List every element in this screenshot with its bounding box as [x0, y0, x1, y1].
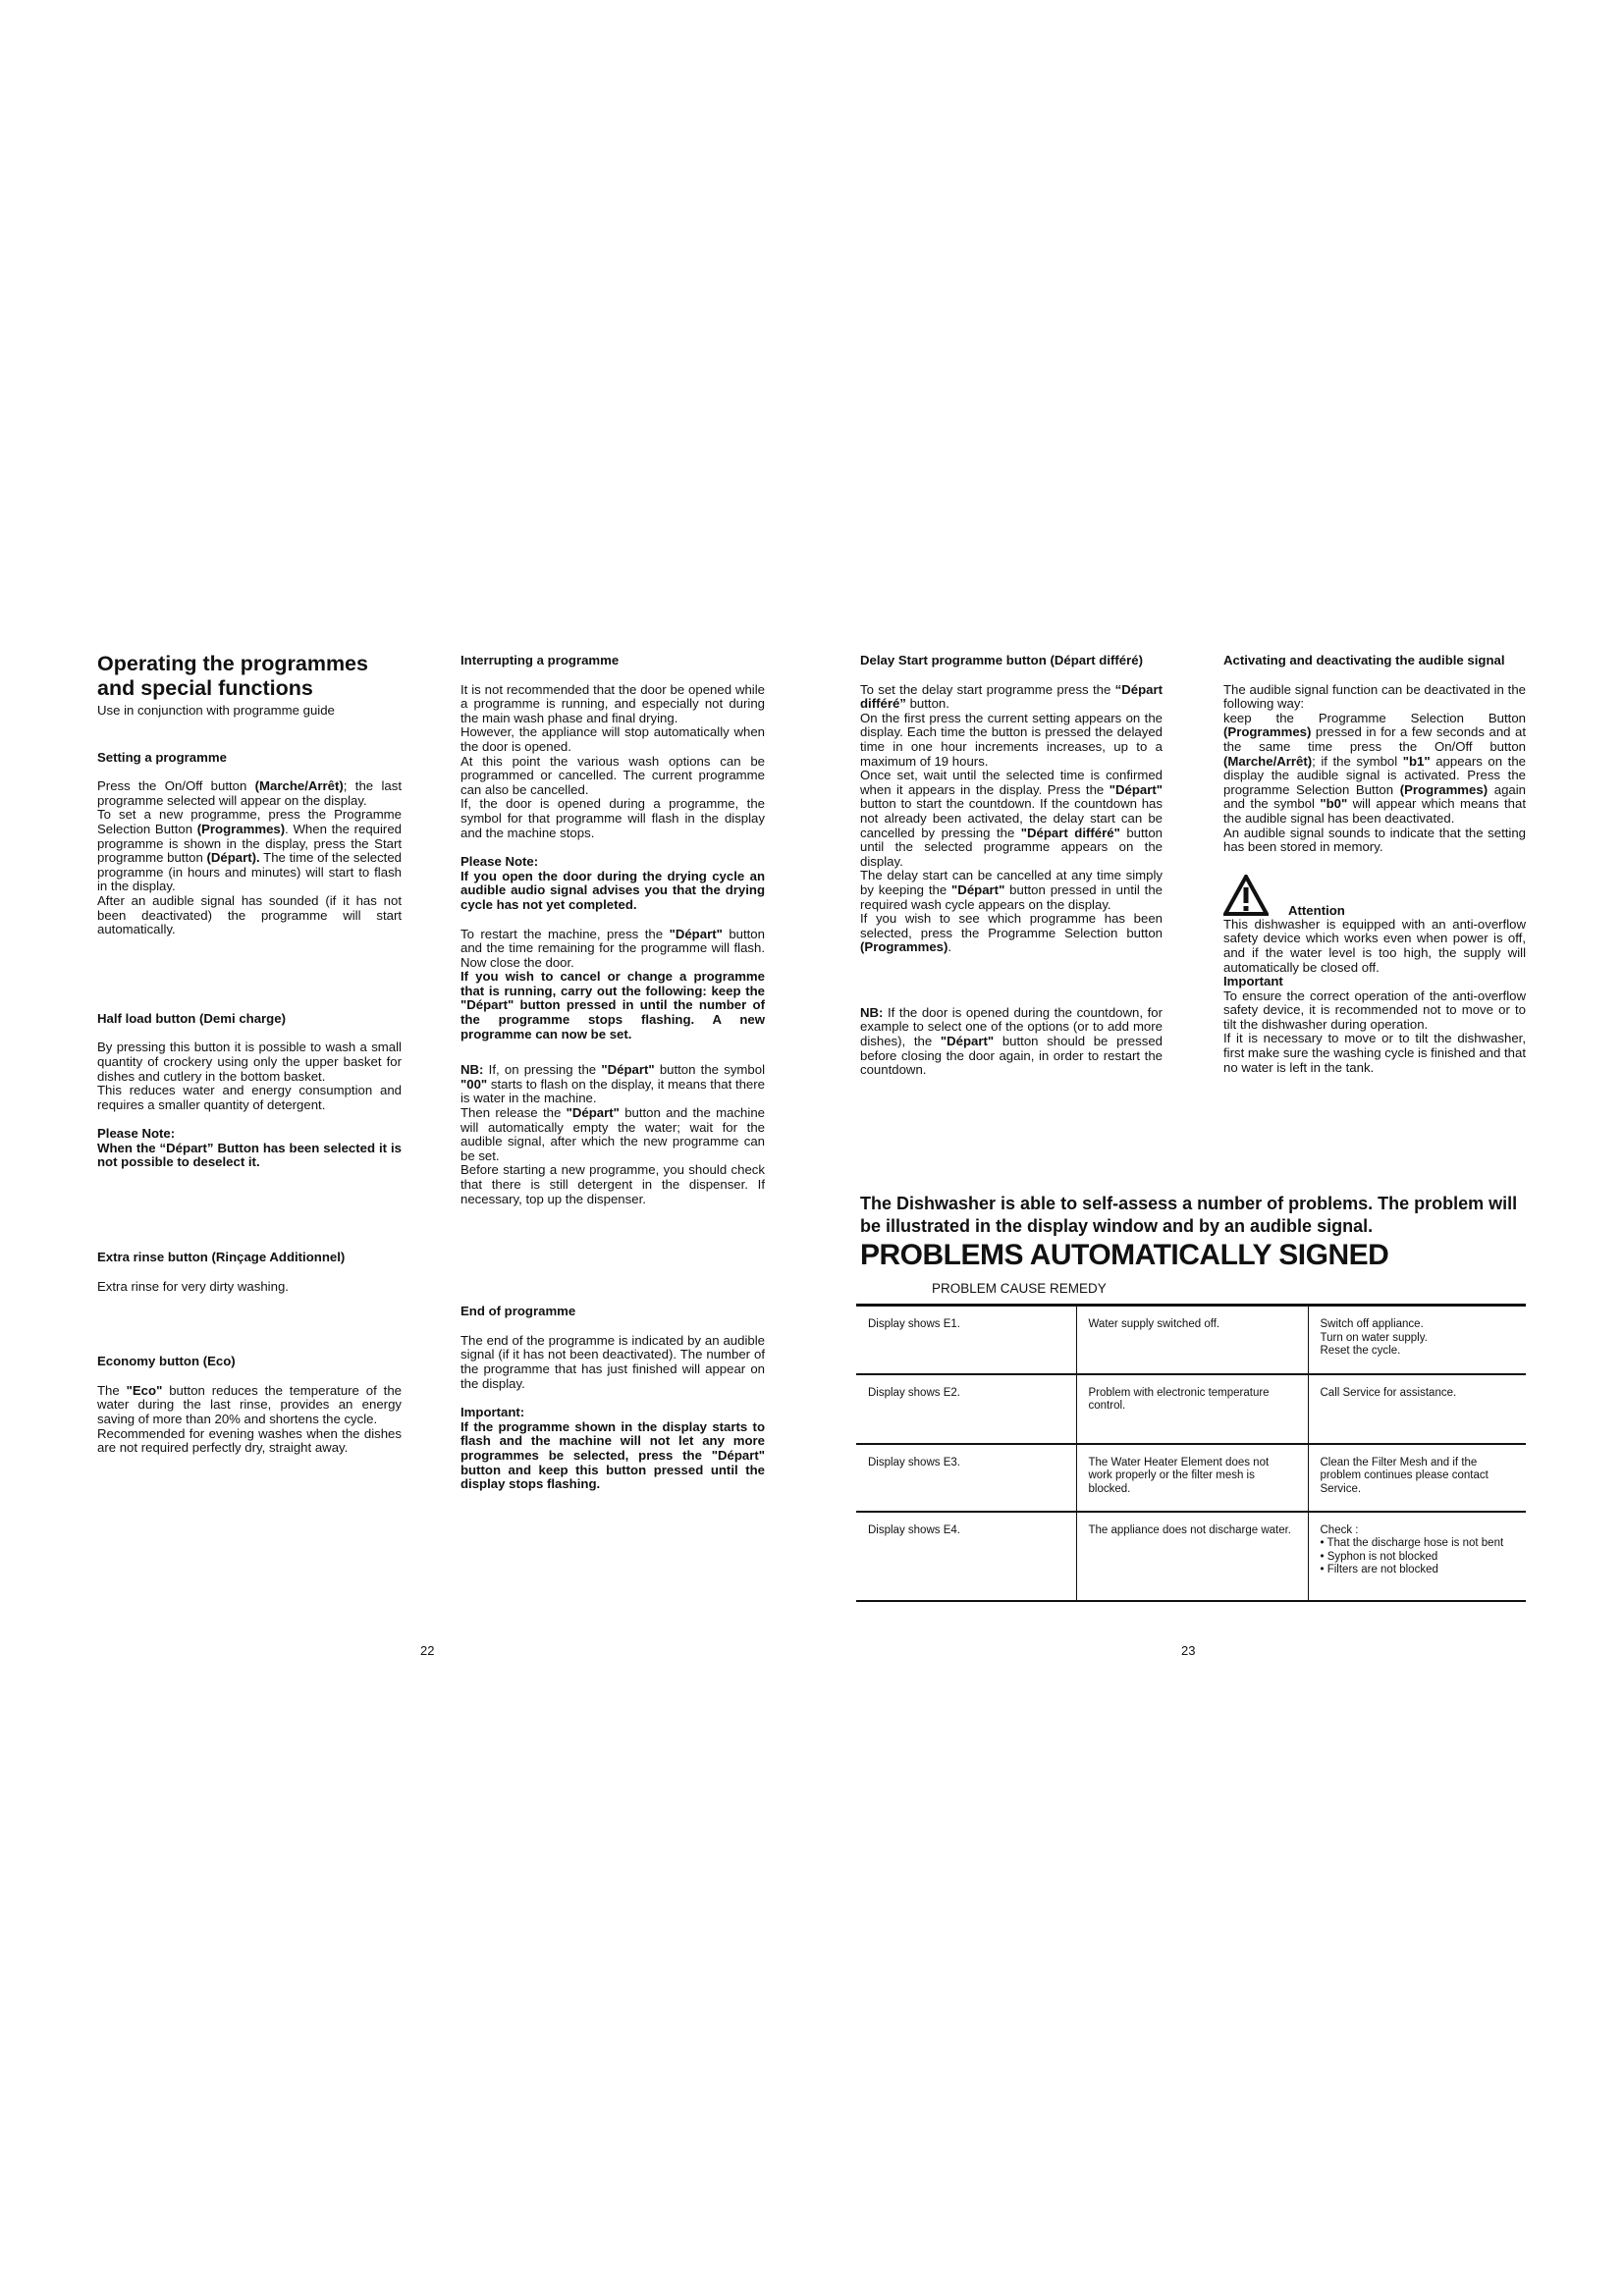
- remedy-cell: [1308, 1374, 1526, 1444]
- cause-cell: The Water Heater Element does not work properly or the filter mesh is blocked.: [1076, 1444, 1308, 1512]
- setting-heading: Setting a programme: [97, 749, 227, 765]
- delay-paragraph-5: If you wish to see which programme has been selected, press the Programme Selection button (Programmes).: [860, 911, 1163, 955]
- delay-heading: Delay Start programme button (Départ différé): [860, 653, 1143, 667]
- setting-paragraph-1: Press the On/Off button (Marche/Arrêt); the last programme selected will appear on the display.: [97, 778, 402, 808]
- attention-paragraph-1: This dishwasher is equipped with an anti-overflow safety device which works even when power is off, and if the water level is too high, the supply will automatically be closed off.: [1223, 916, 1526, 975]
- remedy-line: • Filters are not blocked: [1320, 1564, 1438, 1575]
- table-row: [856, 1512, 1526, 1601]
- interrupting-paragraph-4: If, the door is opened during a programme, the symbol for that programme will flash in the display and the machine stops.: [460, 796, 765, 840]
- table-row: [856, 1374, 1526, 1444]
- cause-cell: Water supply switched off.: [1076, 1306, 1308, 1374]
- interrupting-paragraph-3: At this point the various wash options can be programmed or cancelled. The current programme can also be cancelled.: [460, 753, 765, 797]
- detergent-paragraph: Before starting a new programme, you should check that there is still detergent in the dispenser. If necessary, top up the dispenser.: [460, 1162, 765, 1206]
- problems-title: PROBLEMS AUTOMATICALLY SIGNED: [860, 1239, 1389, 1271]
- remedy-line: Turn on water supply.: [1320, 1331, 1428, 1344]
- table-row: [856, 1444, 1526, 1512]
- delay-paragraph-2: On the first press the current setting appears on the display. Each time the button is pressed the delayed time in one hour increments increases, up to a maximum of 19 hours.: [860, 710, 1163, 769]
- problem-cell: Display shows E4.: [868, 1523, 960, 1536]
- half-load-heading: Half load button (Demi charge): [97, 1010, 286, 1026]
- end-important-text: If the programme shown in the display starts to flash and the machine will not let any more programmes be selected, press the "Départ" button and keep this button pressed until the display stops flashing.: [460, 1418, 765, 1492]
- remedy-line: • That the discharge hose is not bent: [1320, 1537, 1504, 1549]
- attention-paragraph-2: To ensure the correct operation of the anti-overflow safety device, it is recommended not to move or to tilt the dishwasher during operation.: [1223, 988, 1526, 1032]
- page-number-left: 22: [420, 1643, 435, 1658]
- end-important-heading: Important:: [460, 1405, 525, 1420]
- problems-column-header: PROBLEM CAUSE REMEDY: [932, 1281, 1107, 1296]
- attention-paragraph-3: If it is necessary to move or to tilt the dishwasher, first make sure the washing cycle is finished and that no water is left in the tank.: [1223, 1031, 1526, 1075]
- cause-cell: The appliance does not discharge water.: [1076, 1512, 1308, 1601]
- remedy-line: Reset the cycle.: [1320, 1345, 1401, 1357]
- remedy-line: Check :: [1320, 1523, 1359, 1536]
- right-column-1: [860, 654, 1163, 1078]
- remedy-cell: [1308, 1306, 1526, 1374]
- restart-paragraph: To restart the machine, press the "Départ" button and the time remaining for the programme will flash. Now close the door.: [460, 926, 765, 970]
- warning-triangle-icon: [1223, 875, 1269, 916]
- cause-cell: Problem with electronic temperature control.: [1076, 1374, 1308, 1444]
- table-row: [856, 1306, 1526, 1374]
- cancel-programme-text: If you wish to cancel or change a programme that is running, carry out the following: keep the "Départ" button pressed in until the number of the programme stops flashing. A new programme can now be set.: [460, 969, 765, 1041]
- end-paragraph: The end of the programme is indicated by an audible signal (if it has not been deactivated). The number of the programme that has just finished will appear on the display.: [460, 1332, 765, 1391]
- delay-paragraph-1: To set the delay start programme press the “Départ différé” button.: [860, 681, 1163, 712]
- interrupting-paragraph-2: However, the appliance will stop automatically when the door is opened.: [460, 724, 765, 754]
- end-heading: End of programme: [460, 1304, 576, 1319]
- setting-paragraph-2: To set a new programme, press the Programme Selection Button (Programmes). When the required programme is shown in the display, press the Start programme button (Départ). The time of the selected programme (in hours and minutes) will start to flash in the display.: [97, 807, 403, 894]
- remedy-line: Clean the Filter Mesh and if the problem continues please contact Service.: [1320, 1456, 1489, 1495]
- interrupting-heading: Interrupting a programme: [460, 653, 620, 667]
- problem-cell: Display shows E2.: [868, 1386, 960, 1399]
- intro-text: Use in conjunction with programme guide: [97, 703, 335, 718]
- audible-heading: Activating and deactivating the audible signal: [1223, 653, 1505, 667]
- audible-paragraph-1-intro: The audible signal function can be deactivated in the following way:: [1223, 681, 1526, 712]
- left-column-1: [97, 652, 402, 1456]
- remedy-cell: [1308, 1512, 1526, 1601]
- page-number-right: 23: [1181, 1643, 1196, 1658]
- problem-cell: Display shows E3.: [868, 1456, 960, 1468]
- extra-rinse-heading: Extra rinse button (Rinçage Additionnel): [97, 1250, 346, 1265]
- delay-paragraph-3: Once set, wait until the selected time is confirmed when it appears in the display. Press the "Départ" button to start the countdown. If the countdown has not already been activated, the delay start can be cancelled by pressing the "Départ différé" button until the selected programme appears on the display.: [860, 768, 1163, 869]
- half-load-paragraph-2: This reduces water and energy consumption and requires a smaller quantity of detergent.: [97, 1083, 402, 1112]
- self-assess-statement: The Dishwasher is able to self-assess a number of problems. The problem will be illustrated in the display window and by an audible signal.: [860, 1194, 1518, 1236]
- setting-paragraph-3: After an audible signal has sounded (if it has not been deactivated) the programme will start automatically.: [97, 892, 402, 937]
- attention-block: [1223, 875, 1526, 918]
- interrupting-nb-paragraph: NB: If, on pressing the "Départ" button the symbol "00" starts to flash on the display, it means that there is water in the machine.: [460, 1062, 765, 1106]
- attention-important-heading: Important: [1223, 974, 1283, 989]
- remedy-line: • Syphon is not blocked: [1320, 1550, 1438, 1563]
- economy-paragraph-2: Recommended for evening washes when the dishes are not required perfectly dry, straight away.: [97, 1425, 402, 1456]
- page-title-line-2: and special functions: [97, 676, 313, 700]
- remedy-line: Switch off appliance.: [1320, 1318, 1424, 1330]
- attention-heading: Attention: [1288, 902, 1345, 918]
- release-paragraph: Then release the "Départ" button and the machine will automatically empty the water; wait for the audible signal, after which the new programme can be set.: [460, 1105, 765, 1163]
- audible-paragraph-1: keep the Programme Selection Button (Programmes) pressed in for a few seconds and at the same time press the On/Off button (Marche/Arrêt); if the symbol "b1" appears on the display the audible signal is activated. Press the programme Selection Button (Programmes) again and the symbol "b0" will appear which means that the audible signal has been deactivated.: [1223, 710, 1527, 826]
- interrupting-note-text: If you open the door during the drying cycle an audible audio signal advises you that the drying cycle has not yet completed.: [460, 868, 765, 912]
- left-column-2: [460, 654, 765, 1492]
- delay-paragraph-4: The delay start can be cancelled at any time simply by keeping the "Départ" button pressed in until the required wash cycle appears on the display.: [860, 868, 1163, 912]
- problem-cell: Display shows E1.: [868, 1318, 960, 1330]
- half-load-note-text: When the “Départ” Button has been selected it is not possible to deselect it.: [97, 1140, 402, 1170]
- right-column-2: [1223, 654, 1526, 1075]
- interrupting-note-heading: Please Note:: [460, 854, 539, 870]
- page-title-line-1: Operating the programmes: [97, 652, 368, 675]
- economy-paragraph-1: The "Eco" button reduces the temperature of the water during the last rinse, provides an energy saving of more than 20% and shortens the cycle.: [97, 1382, 402, 1427]
- remedy-line: Call Service for assistance.: [1320, 1386, 1457, 1399]
- half-load-note-heading: Please Note:: [97, 1126, 176, 1142]
- delay-nb-paragraph: NB: If the door is opened during the countdown, for example to select one of the options (or to add more dishes), the "Départ" button should be pressed before closing the door again, in order to restart the countdown.: [860, 1004, 1163, 1078]
- half-load-paragraph-1: By pressing this button it is possible to wash a small quantity of crockery using only the upper basket for dishes and cutlery in the bottom basket.: [97, 1040, 402, 1084]
- extra-rinse-paragraph: Extra rinse for very dirty washing.: [97, 1278, 289, 1294]
- interrupting-paragraph-1: It is not recommended that the door be opened while a programme is running, and especially not during the main wash phase and final drying.: [460, 681, 765, 725]
- remedy-cell: [1308, 1444, 1526, 1512]
- economy-heading: Economy button (Eco): [97, 1354, 236, 1369]
- audible-paragraph-2: An audible signal sounds to indicate that the setting has been stored in memory.: [1223, 825, 1526, 855]
- problems-table: [856, 1304, 1526, 1602]
